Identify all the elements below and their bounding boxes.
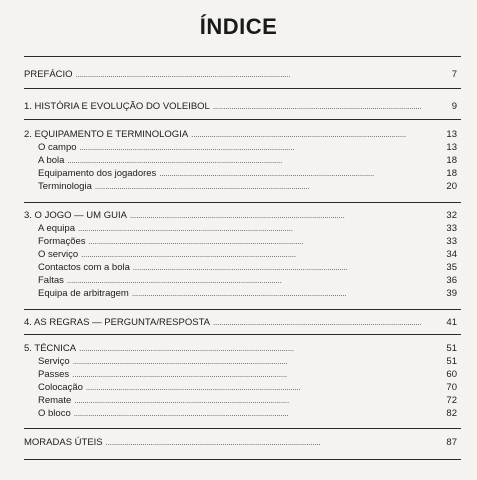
dot-leader [106,436,421,449]
toc-entry-page: 7 [451,69,457,80]
dot-leader [130,209,421,222]
dot-leader [81,248,421,261]
dot-leader [133,261,421,274]
toc-entry-page: 51 [446,343,457,354]
toc-entry-page: 13 [446,129,457,140]
dot-leader [86,381,421,394]
toc-subentry[interactable] [38,180,457,193]
toc-subentry[interactable] [38,154,457,167]
toc-entry-label: 4. AS REGRAS — PERGUNTA/RESPOSTA [24,317,210,328]
toc-entry-label: Passes [38,369,70,380]
toc-subentry[interactable] [38,261,457,274]
toc-entry-prefacio[interactable] [24,68,457,81]
toc-subentry[interactable] [38,407,457,420]
toc-entry-page: 72 [446,395,457,406]
page-title: ÍNDICE [199,14,278,39]
toc-entry-page: 35 [446,262,457,273]
toc-entry-label: 1. HISTÓRIA E EVOLUÇÃO DO VOLEIBOL [24,101,210,112]
toc-subentry[interactable] [38,394,457,407]
toc-subentry[interactable] [38,167,457,180]
toc-entry-chapter-2[interactable] [24,128,457,141]
dot-leader [67,154,421,167]
toc-entry-label: A equipa [38,223,75,234]
divider [24,88,461,89]
toc-entry-page: 18 [446,155,457,166]
toc-entry-label: Serviço [38,356,70,367]
toc-subentry[interactable] [38,368,457,381]
toc-subentry[interactable] [38,355,457,368]
toc-entry-label: Colocação [38,382,83,393]
toc-entry-chapter-4[interactable] [24,316,457,329]
dot-leader [95,180,421,193]
dot-leader [72,368,421,381]
dot-leader [80,141,421,154]
toc-entry-page: 70 [446,382,457,393]
toc-entry-label: O serviço [38,249,79,260]
toc-entry-label: Faltas [38,275,64,286]
toc-entry-page: 51 [446,356,457,367]
toc-subentry[interactable] [38,235,457,248]
dot-leader [73,355,421,368]
toc-entry-chapter-3[interactable] [24,209,457,222]
toc-entry-page: 39 [446,288,457,299]
toc-entry-label: O campo [38,142,77,153]
dot-leader [78,222,421,235]
dot-leader [74,407,421,420]
divider [24,119,461,120]
toc-entry-label: O bloco [38,408,71,419]
toc-entry-label: 5. TÉCNICA [24,343,77,354]
dot-leader [76,68,421,81]
toc-entry-label: Equipamento dos jogadores [38,168,157,179]
toc-entry-page: 60 [446,369,457,380]
toc-subentry[interactable] [38,381,457,394]
dot-leader [89,235,421,248]
dot-leader [74,394,421,407]
divider [24,334,461,335]
toc-entry-label: 3. O JOGO — UM GUIA [24,210,127,221]
toc-entry-page: 82 [446,408,457,419]
divider [24,428,461,429]
dot-leader [67,274,421,287]
toc-entry-label: MORADAS ÚTEIS [24,437,103,448]
toc-entry-moradas[interactable] [24,436,457,449]
toc-subentry[interactable] [38,141,457,154]
toc-entry-page: 41 [446,317,457,328]
toc-entry-chapter-5[interactable] [24,342,457,355]
toc-entry-label: Equipa de arbitragem [38,288,129,299]
toc-entry-page: 33 [446,223,457,234]
toc-entry-label: Terminologia [38,181,92,192]
toc-subentry[interactable] [38,222,457,235]
dot-leader [159,167,421,180]
toc-entry-label: A bola [38,155,65,166]
dot-leader [213,316,421,329]
toc-subentry[interactable] [38,274,457,287]
toc-entry-page: 20 [446,181,457,192]
dot-leader [191,128,421,141]
divider [24,309,461,310]
toc-entry-label: Remate [38,395,72,406]
bottom-divider [24,459,461,460]
toc-entry-page: 34 [446,249,457,260]
toc-entry-page: 9 [451,101,457,112]
toc-entry-page: 32 [446,210,457,221]
toc-entry-page: 33 [446,236,457,247]
toc-entry-label: Contactos com a bola [38,262,130,273]
toc-subentry[interactable] [38,248,457,261]
toc-subentry[interactable] [38,287,457,300]
top-divider [24,56,461,57]
toc-entry-page: 87 [446,437,457,448]
dot-leader [132,287,421,300]
divider [24,202,461,203]
toc-entry-label: 2. EQUIPAMENTO E TERMINOLOGIA [24,129,189,140]
toc-entry-page: 36 [446,275,457,286]
toc-entry-page: 13 [446,142,457,153]
dot-leader [79,342,421,355]
toc-entry-label: PREFÁCIO [24,69,73,80]
toc-entry-page: 18 [446,168,457,179]
dot-leader [213,100,421,113]
toc-entry-chapter-1[interactable] [24,100,457,113]
toc-entry-label: Formações [38,236,86,247]
